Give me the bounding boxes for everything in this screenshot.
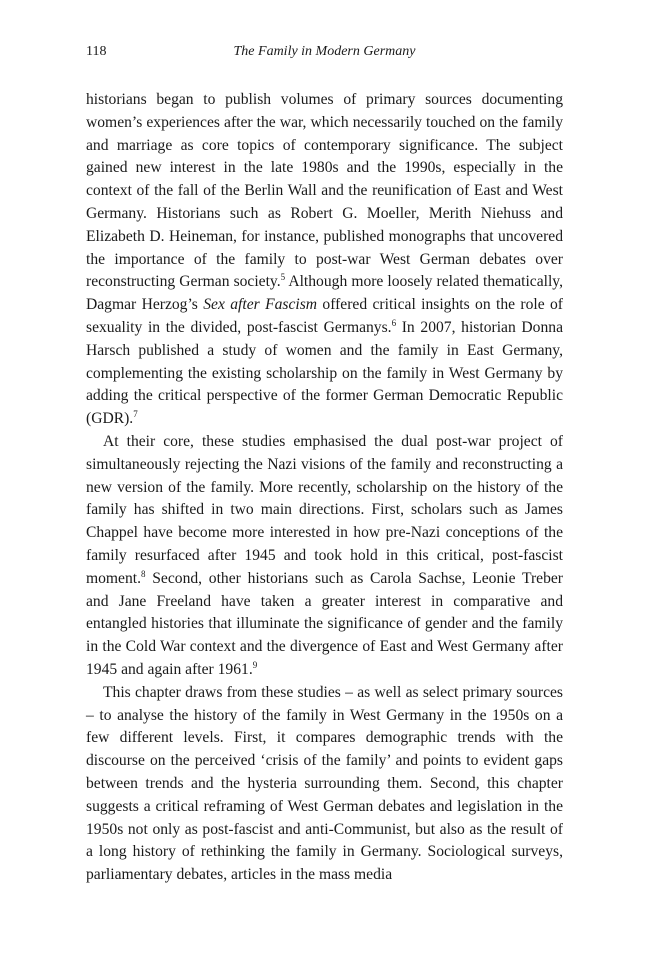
footnote-ref-8: 8 [141,568,146,579]
paragraph-2 [86,431,563,682]
running-head [86,44,563,64]
paragraph-3 [86,682,563,887]
book-title: Sex after Fascism [203,296,318,314]
page-number: 118 [86,44,107,59]
text-span: Second, other historians such as Carola Sachse, Leonie Treber and Jane Freeland have taken a greater interest in comparative and entangled histories that illuminate the significance of gender and the family in the Cold War context and the divergence of East and West Germany after 1945 and again after 1961. [86,569,563,678]
footnote-ref-7: 7 [133,409,138,420]
body-text [86,89,563,887]
paragraph-1 [86,89,563,431]
text-span: offered critical insights on the role of sexuality in the divided, post-fascist Germanys. [86,296,563,336]
text-span: historians began to publish volumes of primary sources documenting women’s experiences after the war, which necessarily touched on the family and marriage as core topics of contemporary significance. The subject gained new interest in the late 1980s and the 1990s, especially in the context of the fall of the Berlin Wall and the reunification of East and West Germany. Historians such as Robert G. Moeller, Merith Niehuss and Elizabeth D. Heineman, for instance, published monographs that uncovered the importance of the family to post-war West German debates over reconstructing German society. [86,91,563,291]
text-span: At their core, these studies emphasised the dual post-war project of simultaneously rejecting the Nazi visions of the family and reconstructing a new version of the family. More recently, scholarship on the history of the family has shifted in two main directions. First, scholars such as James Chappel have become more interested in how pre-Nazi conceptions of the family resurfaced after 1945 and took hold in this critical, post-fascist moment. [86,432,563,587]
footnote-ref-5: 5 [280,272,286,283]
running-title: The Family in Modern Germany [233,44,416,59]
footnote-ref-9: 9 [252,659,258,670]
text-span: Although more loosely related thematically, Dagmar Herzog’s [86,273,563,314]
text-span: This chapter draws from these studies – as well as select primary sources – to analyse the history of the family in West Germany in the 1950s on a few different levels. First, it compares demographic trends with the discourse on the perceived ‘crisis of the family’ and points to evident gaps between trends and the hysteria surrounding them. Second, this chapter suggests a critical reframing of West German debates and legislation in the 1950s not only as post-fascist and anti-Communist, but also as the result of a long history of rethinking the family in Germany. Sociological surveys, parliamentary debates, articles in the mass media [86,683,563,884]
footnote-ref-6: 6 [391,317,397,328]
text-span: In 2007, historian Donna Harsch published a study of women and the family in East Germany, complementing the existing scholarship on the family in West Germany by adding the critical perspective of the former German Democratic Republic (GDR). [86,318,563,428]
